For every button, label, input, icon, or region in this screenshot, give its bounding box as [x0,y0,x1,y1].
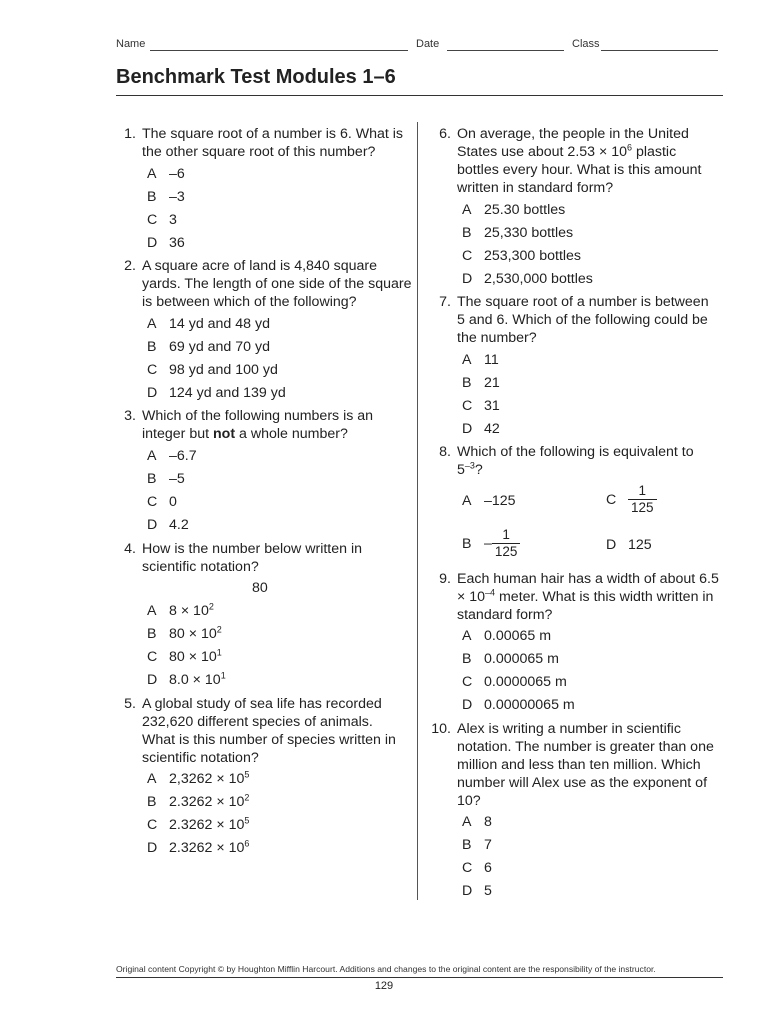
answer-option[interactable]: C 31 [462,398,500,414]
answer-option[interactable]: D 5 [462,883,492,899]
answer-option[interactable]: B 21 [462,375,500,391]
question-text: A global study of sea life has recorded 232,620 different species of animals. What is this number of species written in scientific notation? [142,696,396,766]
answer-option[interactable]: C 98 yd and 100 yd [147,362,278,378]
question-number: 10. [431,721,451,737]
answer-option[interactable]: D $8.0 \times 10^1$ [147,670,226,688]
answer-option[interactable]: B 25,330 bottles [462,225,574,241]
answer-option[interactable]: B 7 [462,837,492,853]
answer-option[interactable]: A 14 yd and 48 yd [147,316,270,332]
answer-option[interactable]: B $80 \times 10^2$ [147,624,222,642]
answer-option[interactable]: C 0.0000065 m [462,674,567,690]
class-blank[interactable] [601,50,718,51]
question-text: Which of the following numbers is an integer but not a whole number? [142,408,374,442]
answer-option[interactable]: A –125 [462,493,516,509]
question-number: 8. [439,444,451,460]
answer-option[interactable]: B $2.3262 \times 10^2$ [147,792,250,810]
fraction: $\frac{1}{125}$ [492,527,521,560]
date-label: Date [416,38,440,50]
question-number: 3. [124,408,136,424]
answer-option[interactable]: D 2,530,000 bottles [462,271,593,287]
answer-option[interactable]: C 0 [147,494,177,510]
name-label: Name [116,38,146,50]
answer-option[interactable]: A –6.7 [147,448,197,464]
answer-option[interactable]: A 11 [462,352,499,368]
date-blank[interactable] [447,50,564,51]
answer-option[interactable]: D 0.00000065 m [462,697,575,713]
question-text: A square acre of land is 4,840 square yards. The length of one side of the square is between which of the following? [142,258,412,310]
answer-option[interactable]: B –3 [147,189,185,205]
answer-option[interactable]: A –6 [147,166,185,182]
answer-option[interactable]: B – $\frac{1}{125}$ [462,527,520,560]
answer-option[interactable]: B 69 yd and 70 yd [147,339,270,355]
title-rule [116,95,723,96]
question-number: 1. [124,126,136,142]
answer-option[interactable]: D 125 [606,537,652,553]
answer-option[interactable]: A 0.00065 m [462,628,552,644]
answer-option[interactable]: A $2,3262 \times 10^5$ [147,769,250,787]
given-value: 80 [252,580,268,596]
question-number: 9. [439,571,451,587]
answer-option[interactable]: C 3 [147,212,177,228]
answer-option[interactable]: C 253,300 bottles [462,248,582,264]
answer-option[interactable]: C $2.3262 \times 10^5$ [147,815,250,833]
answer-option[interactable]: A 25.30 bottles [462,202,566,218]
page-title: Benchmark Test Modules 1–6 [116,66,396,88]
answer-option[interactable]: C $80 \times 10^1$ [147,647,222,665]
answer-option[interactable]: A $8 \times 10^2$ [147,601,214,619]
answer-option[interactable]: C 6 [462,860,492,876]
question-text: The square root of a number is between 5 and 6. Which of the following could be the number? [457,294,709,346]
answer-option[interactable]: A 8 [462,814,492,830]
question-number: 5. [124,696,136,712]
page-number: 129 [374,980,394,992]
answer-option[interactable]: D 36 [147,235,185,251]
answer-option[interactable]: D 4.2 [147,517,189,533]
answer-option[interactable]: D $2.3262 \times 10^6$ [147,838,250,856]
question-text: On average, the people in the United States use about $2.53 \times 10^6$ plastic bottles every hour. What is this amount written in standard form? [457,126,702,196]
column-divider [417,122,418,900]
question-text: Which of the following is equivalent to $5^{-3}$? [457,444,694,478]
question-text: How is the number below written in scientific notation? [142,541,363,575]
question-number: 6. [439,126,451,142]
answer-option[interactable]: B –5 [147,471,185,487]
question-number: 7. [439,294,451,310]
footer-rule [116,977,723,978]
answer-option[interactable]: D 124 yd and 139 yd [147,385,286,401]
class-label: Class [572,38,600,50]
fraction: $\frac{1}{125}$ [628,483,657,516]
answer-option[interactable]: B 0.000065 m [462,651,559,667]
name-blank[interactable] [150,50,408,51]
question-text: The square root of a number is 6. What is the other square root of this number? [142,126,404,160]
copyright-notice: Original content Copyright © by Houghton Mifflin Harcourt. Additions and changes to the original content are the responsibility of the instructor. [116,964,656,974]
question-number: 2. [124,258,136,274]
question-number: 4. [124,541,136,557]
answer-option[interactable]: C $\frac{1}{125}$ [606,483,657,516]
question-text: Each human hair has a width of about $6.5 \times 10^{-4}$ meter. What is this width written in standard form? [457,571,719,623]
question-text: Alex is writing a number in scientific notation. The number is greater than one million and less than ten million. Which number will Alex use as the exponent of 10? [457,721,714,809]
answer-option[interactable]: D 42 [462,421,500,437]
